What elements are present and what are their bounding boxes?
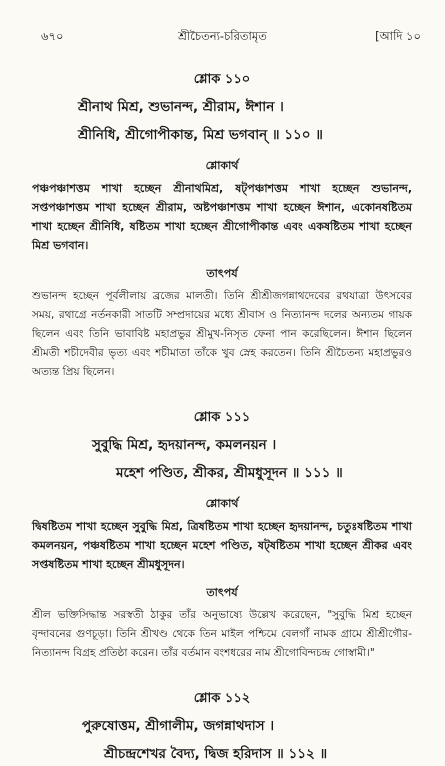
purport-paragraph: শ্রীল ভক্তিসিদ্ধান্ত সরস্বতী ঠাকুর তাঁর অনুভাষ্যে উল্লেখ করেছেন, "সুবুদ্ধি মিশ্র হচ্ছেন বৃন্দাবনের গুণচূড়া। তিনি শ্রীখণ্ড থেকে তিন মাইল পশ্চিমে বেলগাঁ নামক গ্রামে শ্রীশ্রীগৌর-নিত্যানন্দ বিগ্রহ প্রতিষ্ঠা করেন। তাঁর বর্তমান বংশধরের নাম শ্রীগোবিন্দচন্দ্র গোস্বামী।" — [32, 609, 412, 659]
verse-heading: শ্লোক ১১০ — [193, 72, 251, 87]
chapter-reference: [আদি ১০ — [375, 29, 421, 43]
translation-heading: শ্লোকার্থ — [205, 497, 239, 510]
translation-heading: শ্লোকার্থ — [205, 159, 239, 172]
verse-heading: শ্লোক ১১২ — [193, 691, 251, 706]
verse-line: শ্রীনাথ মিশ্র, শুভানন্দ, শ্রীরাম, ঈশান । — [78, 99, 284, 115]
translation-paragraph: পঞ্চপঞ্চাশত্তম শাখা হচ্ছেন শ্রীনাথমিশ্র, ষট্‌পঞ্চাশত্তম শাখা হচ্ছেন শুভানন্দ, সপ্তপঞ্চাশত্তম শাখা হচ্ছেন শ্রীরাম, অষ্টপঞ্চাশত্তম শাখা হচ্ছেন ঈশান, একোনষষ্টিতম শাখা হচ্ছেন শ্রীনিধি, ষষ্টিতম শাখা হচ্ছেন শ্রীগোপীকান্ত এবং একষষ্টিতম শাখা হচ্ছেন মিশ্র ভগবান। — [32, 182, 412, 252]
running-title: শ্রীচৈতন্য-চরিতামৃত — [178, 29, 267, 43]
page-header — [0, 28, 445, 46]
verse-line: সুবুদ্ধি মিশ্র, হৃদয়ানন্দ, কমলনয়ন । — [92, 437, 277, 453]
verse-heading: শ্লোক ১১১ — [193, 410, 251, 425]
page-number: ৬৭০ — [41, 29, 64, 43]
page-content — [32, 68, 412, 766]
verse-line: শ্রীনিধি, শ্রীগোপীকান্ত, মিশ্র ভগবান্ ॥ ১১০ ॥ — [78, 127, 323, 143]
purport-heading: তাৎপর্য — [206, 267, 238, 280]
verse-line: পুরুষোত্তম, শ্রীগালীম, জগন্নাথদাস । — [82, 718, 275, 734]
purport-heading: তাৎপর্য — [206, 586, 238, 599]
purport-paragraph: শুভানন্দ হচ্ছেন পূর্বলীলায় ব্রজের মালতী। তিনি শ্রীশ্রীজগন্নাথদেবের রথযাত্রা উৎসবের সময়, রথাগ্রে নর্তনকারী সাতটি সম্প্রদায়ের মধ্যে শ্রীবাস ও নিত্যানন্দ দলের অন্যতম গায়ক ছিলেন এবং তিনি ভাবাবিষ্ট মহাপ্রভুর শ্রীমুখ-নিসৃত ফেনা পান করেছিলেন। ঈশান ছিলেন শ্রীমতী শচীদেবীর ভৃত্য এবং শচীমাতা তাঁকে খুব স্নেহ করতেন। তিনি শ্রীচৈতন্য মহাপ্রভুরও অত্যন্ত প্রিয় ছিলেন। — [32, 290, 412, 378]
translation-paragraph: দ্বিষষ্টিতম শাখা হচ্ছেন সুবুদ্ধি মিশ্র, ত্রিষষ্টিতম শাখা হচ্ছেন হৃদয়ানন্দ, চতুঃষষ্টিতম শাখা কমলনয়ন, পঞ্চষষ্টিতম শাখা হচ্ছেন মহেশ পণ্ডিত, ষট্‌ষষ্টিতম শাখা হচ্ছেন শ্রীকর এবং সপ্তষষ্টিতম শাখা হচ্ছেন শ্রীমধুসূদন। — [32, 520, 412, 571]
verse-line: মহেশ পণ্ডিত, শ্রীকর, শ্রীমধুসূদন ॥ ১১১ ॥ — [116, 465, 343, 481]
verse-line: শ্রীচন্দ্রশেখর বৈদ্য, দ্বিজ হরিদাস ॥ ১১২ ॥ — [104, 746, 328, 762]
